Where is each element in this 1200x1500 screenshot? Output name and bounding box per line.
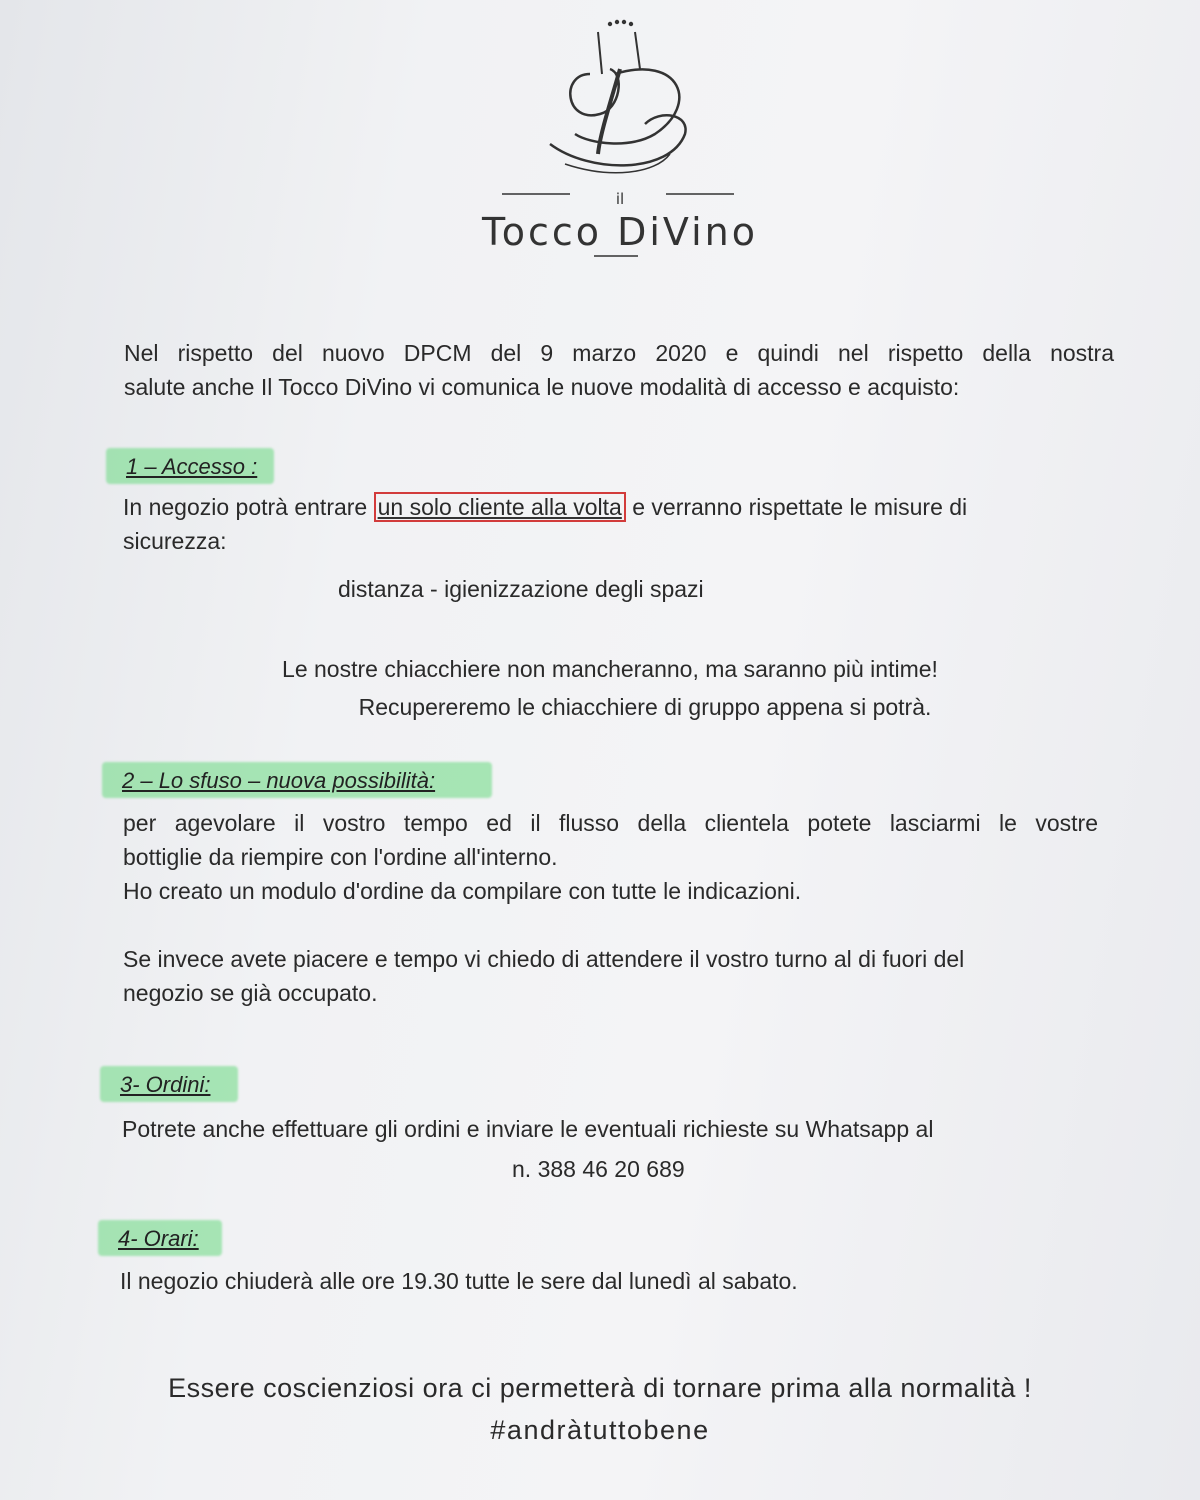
section-heading-sfuso: 2 – Lo sfuso – nuova possibilità: [122, 768, 436, 793]
sfuso-line-1: per agevolare il vostro tempo ed il flusso della clientela potete lasciarmi le vostre [123, 810, 1098, 836]
sfuso-line-3: Ho creato un modulo d'ordine da compilare con tutte le indicazioni. [123, 878, 802, 904]
accesso-text-before: In negozio potrà entrare [123, 494, 374, 520]
intro-line-2: salute anche Il Tocco DiVino vi comunica le nuove modalità di accesso e acquisto: [124, 374, 960, 400]
highlighted-phrase: un solo cliente alla volta [374, 492, 626, 522]
closing-message [120, 1368, 1080, 1452]
ordini-line-1: Potrete anche effettuare gli ordini e inviare le eventuali richieste su Whatsapp al [122, 1116, 934, 1142]
logo-small-word: il [615, 190, 625, 208]
accesso-line-1 [123, 490, 1083, 524]
accesso-line-2: sicurezza: [123, 528, 227, 554]
section-heading-accesso: 1 – Accesso : [126, 454, 258, 479]
logo [470, 14, 770, 264]
orari-line-1: Il negozio chiuderà alle ore 19.30 tutte le sere dal lunedì al sabato. [120, 1268, 798, 1294]
note-line-2: Recupereremo le chiacchiere di gruppo appena si potrà. [358, 694, 932, 720]
note-line-1: Le nostre chiacchiere non mancheranno, ma saranno più intime! [282, 656, 938, 682]
intro-line-1: Nel rispetto del nuovo DPCM del 9 marzo 2020 e quindi nel rispetto della nostra [124, 340, 1114, 366]
sfuso-line-2: bottiglie da riempire con l'ordine all'interno. [123, 844, 558, 870]
sfuso-line-4: Se invece avete piacere e tempo vi chiedo di attendere il vostro turno al di fuori del [123, 946, 965, 972]
section-sfuso-body [123, 806, 1098, 1010]
brand-name: Tocco DiVino [482, 210, 758, 254]
hashtag: #andràtuttobene [490, 1415, 710, 1445]
section-heading-ordini: 3- Ordini: [120, 1072, 211, 1097]
sfuso-line-5: negozio se già occupato. [123, 980, 378, 1006]
whatsapp-number: n. 388 46 20 689 [512, 1156, 685, 1182]
accesso-text-after: e verranno rispettate le misure di [625, 494, 968, 520]
safety-measures: distanza - igienizzazione degli spazi [338, 576, 704, 602]
section-heading-orari: 4- Orari: [118, 1226, 199, 1251]
intro-paragraph [124, 336, 1114, 404]
section-accesso-body [123, 490, 1083, 558]
closing-line: Essere coscienziosi ora ci permetterà di tornare prima alla normalità ! [168, 1373, 1032, 1403]
